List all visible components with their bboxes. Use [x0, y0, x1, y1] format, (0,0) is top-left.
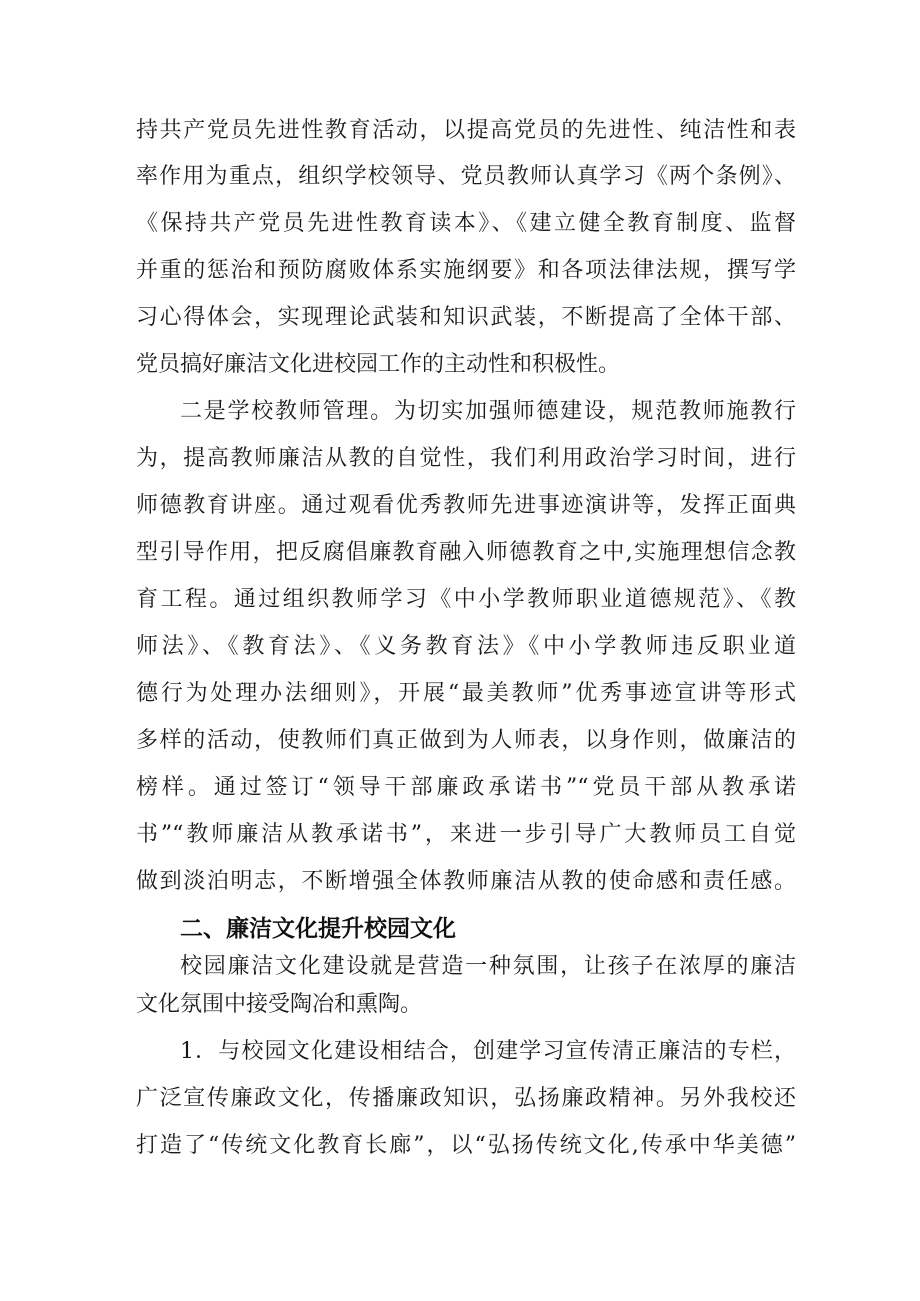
text-line: 师法》、《教育法》、《义务教育法》《中小学教师违反职业道 — [136, 634, 796, 659]
text-line: 《保持共产党员先进性教育读本》、《建立健全教育制度、监督 — [136, 211, 796, 236]
text-line: 习心得体会，实现理论武装和知识武装，不断提高了全体干部、 — [136, 305, 796, 330]
section-heading: 二、廉洁文化提升校园文化 — [180, 916, 456, 942]
text-line: 师德教育讲座。通过观看优秀教师先进事迹演讲等，发挥正面典 — [136, 493, 796, 518]
text-line: 广泛宣传廉政文化，传播廉政知识，弘扬廉政精神。另外我校还 — [136, 1086, 796, 1111]
text-line: 持共产党员先进性教育活动，以提高党员的先进性、纯洁性和表 — [136, 118, 796, 143]
text-line: 多样的活动，使教师们真正做到为人师表，以身作则，做廉洁的 — [136, 728, 796, 753]
text-line: 打造了“传统文化教育长廊”，以“弘扬传统文化,传承中华美德” — [136, 1133, 796, 1158]
text-line: 型引导作用，把反腐倡廉教育融入师德教育之中,实施理想信念教 — [136, 540, 796, 565]
text-line: 育工程。通过组织教师学习《中小学教师职业道德规范》、《教 — [136, 587, 796, 612]
text-line: 并重的惩治和预防腐败体系实施纲要》和各项法律法规，撰写学 — [136, 258, 796, 283]
text-line: 榜样。通过签订“领导干部廉政承诺书”“党员干部从教承诺 — [136, 775, 796, 800]
text-line: 1．与校园文化建设相结合，创建学习宣传清正廉洁的专栏， — [180, 1039, 796, 1064]
text-line: 二是学校教师管理。为切实加强师德建设，规范教师施教行 — [180, 399, 796, 424]
text-line: 党员搞好廉洁文化进校园工作的主动性和积极性。 — [136, 352, 621, 377]
text-line: 文化氛围中接受陶冶和熏陶。 — [136, 992, 423, 1017]
text-line: 德行为处理办法细则》，开展“最美教师”优秀事迹宣讲等形式 — [136, 681, 796, 706]
text-line: 校园廉洁文化建设就是营造一种氛围，让孩子在浓厚的廉洁 — [180, 954, 796, 979]
text-line: 为，提高教师廉洁从教的自觉性，我们利用政治学习时间，进行 — [136, 446, 796, 471]
text-line: 率作用为重点，组织学校领导、党员教师认真学习《两个条例》、 — [136, 164, 796, 189]
text-line: 书”“教师廉洁从教承诺书”，来进一步引导广大教师员工自觉 — [136, 822, 796, 847]
text-line: 做到淡泊明志，不断增强全体教师廉洁从教的使命感和责任感。 — [136, 869, 796, 894]
